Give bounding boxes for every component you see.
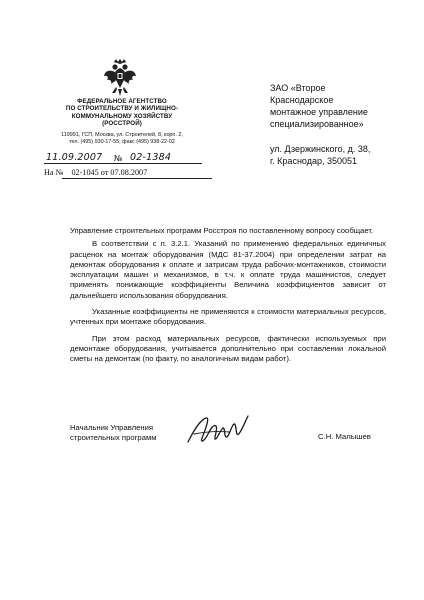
recipient-address-line: ул. Дзержинского, д. 38, [270, 144, 371, 154]
body-paragraph: При этом расход материальных ресурсов, фактически используемых при демонтаже оборудования, учитывается дополнительно при составлении локальной сметы на демонтаж (по факту, по аналогичным видам работ). [70, 333, 386, 364]
recipient-org-line: монтажное управление [270, 107, 368, 117]
agency-address [40, 132, 204, 146]
coat-of-arms-icon [103, 58, 137, 98]
recipient-org [270, 82, 410, 130]
handwritten-reg-number: 02-1384 [130, 152, 172, 163]
signatory-title-line: Начальник Управления [70, 423, 154, 432]
agency-name [40, 98, 204, 128]
address-line: тел. (495) 930-17-55; факс (495) 938-22-02 [69, 139, 175, 145]
signatory-name: С.Н. Малышев [318, 432, 371, 441]
signatory-title-line: строительных программ [70, 433, 157, 443]
handwritten-date: 11.09.2007 [46, 152, 103, 163]
underline [62, 178, 212, 179]
body-paragraph: Управление строительных программ Росстроя по поставленному вопросу сообщает. [70, 226, 374, 235]
recipient-address-line: г. Краснодар, 350051 [270, 156, 358, 166]
reference-line [44, 168, 214, 180]
address-line: 119991, ГСП, Москва, ул. Строителей, 8, корп. 2, [61, 132, 183, 138]
recipient-org-line: ЗАО «Второе [270, 83, 326, 93]
outgoing-registration [44, 153, 204, 165]
reference-label: На № [44, 168, 64, 177]
underline [44, 163, 202, 164]
reg-no-prefix: № [114, 154, 123, 163]
agency-line: КОММУНАЛЬНОМУ ХОЗЯЙСТВУ [71, 112, 173, 120]
recipient-address [270, 143, 410, 167]
recipient-org-line: Краснодарское [270, 95, 334, 105]
recipient-org-line: специализированное» [270, 119, 364, 129]
agency-line: ФЕДЕРАЛЬНОЕ АГЕНТСТВО [77, 98, 167, 105]
body-paragraph: В соответствии с п. 3.2.1. Указаний по применению федеральных единичных расценок на монтаж оборудования (МДС 81-37.2004) при определении затрат на демонтаж оборудования к оплате и затрисам труда рабочих-монтажников, стоимости эксплуатации машин и механизмов, в т.ч. к оплате труда машинистов, следует применять понижающие коэффициенты Величина коэффициентов зависит от дальнейшего использования оборудования. [70, 239, 386, 300]
signatory-title [70, 423, 200, 444]
letter-body [70, 226, 386, 368]
reference-value: 02-1045 от 07.08.2007 [71, 168, 148, 177]
agency-line: ПО СТРОИТЕЛЬСТВУ И ЖИЛИЩНО- [65, 105, 179, 113]
body-paragraph: Указанные коэффициенты не применяются к стоимости материальных ресурсов, учтенных при монтаже оборудования. [70, 307, 386, 327]
agency-line: (РОССТРОЙ) [102, 120, 142, 128]
handwritten-signature-icon [184, 412, 254, 450]
recipient-block [270, 82, 410, 167]
